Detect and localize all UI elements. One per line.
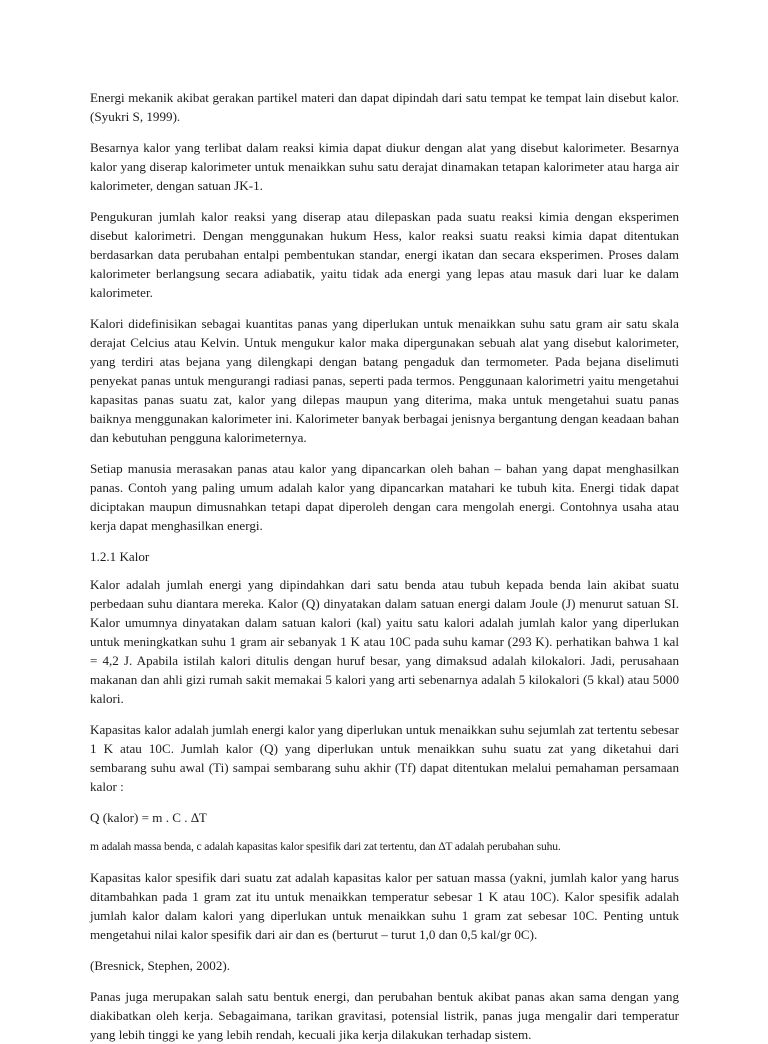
paragraph-kalor-definition: Energi mekanik akibat gerakan partikel materi dan dapat dipindah dari satu tempat ke tempat lain disebut kalor. (Syukri S, 1999).: [90, 90, 679, 124]
equation-note: m adalah massa benda, c adalah kapasitas kalor spesifik dari zat tertentu, dan ∆T adalah perubahan suhu.: [90, 840, 561, 853]
document-page: [90, 88, 679, 1044]
paragraph-kalori: Kalori didefinisikan sebagai kuantitas panas yang diperlukan untuk menaikkan suhu satu gram air satu skala derajat Celcius atau Kelvin. Untuk mengukur kalor maka dipergunakan sebuah alat yang disebut kalorimeter, yang terdiri atas bejana yang dilengkapi dengan batang pengaduk dan termometer. Pada bejana diselimuti penyekat panas untuk mengurangi radiasi panas, seperti pada termos. Penggunaan kalorimetri yaitu mengetahui kapasitas panas suatu zat, kalor yang dilepas maupun yang diterima, maka untuk mengetahui suatu panas baiknya menggunakan kalorimeter ini. Kalorimeter banyak berbagai jenisnya bergantung dengan keadaan bahan dan kebutuhan pengguna kalorimeternya.: [90, 316, 679, 445]
citation: (Bresnick, Stephen, 2002).: [90, 958, 231, 973]
paragraph-panas-manusia: Setiap manusia merasakan panas atau kalor yang dipancarkan oleh bahan – bahan yang dapat menghasilkan panas. Contoh yang paling umum adalah kalor yang dipancarkan matahari ke tubuh kita. Energi tidak dapat diciptakan maupun dimusnahkan tetapi dapat diperoleh dengan cara mengolah energi. Contohnya usaha atau kerja dapat menghasilkan energi.: [90, 461, 679, 533]
paragraph-kapasitas-kalor: Kapasitas kalor adalah jumlah energi kalor yang diperlukan untuk menaikkan suhu sejumlah zat tertentu sebesar 1 K atau 10C. Jumlah kalor (Q) yang diperlukan untuk menaikkan suhu suatu zat yang diketahui dari sembarang suhu awal (Ti) sampai sembarang suhu akhir (Tf) dapat ditentukan melalui pemahaman persamaan kalor :: [90, 722, 679, 794]
paragraph-kalor-jumlah-energi: Kalor adalah jumlah energi yang dipindahkan dari satu benda atau tubuh kepada benda lain akibat suatu perbedaan suhu diantara mereka. Kalor (Q) dinyatakan dalam satuan energi dalam Joule (J) menurut satuan SI. Kalor umumnya dinyatakan dalam satuan kalori (kal) yaitu satu kalori adalah jumlah kalor yang diperlukan untuk meningkatkan suhu 1 gram air sebanyak 1 K atau 10C pada suhu kamar (293 K). perhatikan bahwa 1 kal = 4,2 J. Apabila istilah kalori ditulis dengan huruf besar, yang dimaksud adalah kilokalori. Jadi, perusahaan makanan dan ahli gizi rumah sakit memakai 5 kalori yang arti sebenarnya adalah 5 kilokalori (5 kkal) atau 5000 kalori.: [90, 577, 679, 706]
paragraph-panas-energi: Panas juga merupakan salah satu bentuk energi, dan perubahan bentuk akibat panas akan sama dengan yang diakibatkan oleh kerja. Sebagaimana, tarikan gravitasi, potensial listrik, panas juga mengalir dari temperatur yang lebih tinggi ke yang lebih rendah, kecuali jika kerja dilakukan terhadap sistem.: [90, 989, 679, 1042]
section-heading: 1.2.1 Kalor: [90, 549, 150, 564]
paragraph-kalorimetri: Pengukuran jumlah kalor reaksi yang diserap atau dilepaskan pada suatu reaksi kimia dengan eksperimen disebut kalorimetri. Dengan menggunakan hukum Hess, kalor reaksi suatu reaksi kimia dapat ditentukan berdasarkan data perubahan entalpi pembentukan standar, energi ikatan dan secara eksperimen. Proses dalam kalorimeter berlangsung secara adiabatik, yaitu tidak ada energi yang lepas atau masuk dari luar ke dalam kalorimeter.: [90, 209, 679, 300]
paragraph-kalor-spesifik: Kapasitas kalor spesifik dari suatu zat adalah kapasitas kalor per satuan massa (yakni, jumlah kalor yang harus ditambahkan pada 1 gram zat itu untuk menaikkan temperatur sebesar 1 K atau 10C). Kalor spesifik adalah jumlah kalor dalam kalori yang diperlukan untuk menaikkan suhu 1 gram zat sebesar 10C. Penting untuk mengetahui nilai kalor spesifik dari air dan es (berturut – turut 1,0 dan 0,5 kal/gr 0C).: [90, 870, 679, 942]
equation-kalor: Q (kalor) = m . C . ∆T: [90, 810, 207, 825]
paragraph-kalorimeter: Besarnya kalor yang terlibat dalam reaksi kimia dapat diukur dengan alat yang disebut kalorimeter. Besarnya kalor yang diserap kalorimeter untuk menaikkan suhu satu derajat dinamakan tetapan kalorimeter atau harga air kalorimeter, dengan satuan JK-1.: [90, 140, 679, 193]
